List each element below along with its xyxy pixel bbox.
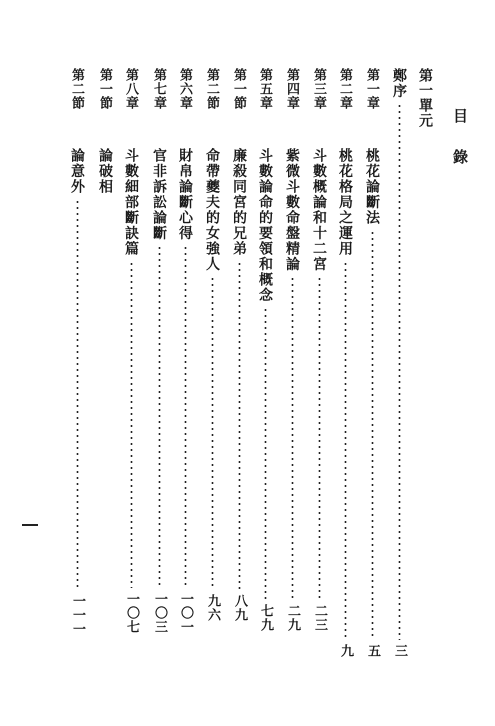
leader-dots — [291, 276, 294, 600]
toc-entry[interactable] — [152, 0, 172, 726]
toc-entry-page: 二三 — [312, 604, 327, 632]
leader-dots — [184, 245, 187, 588]
toc-entry-page: 一〇一 — [178, 592, 193, 634]
toc-entry-title: 命帶夔夫的女強人 — [204, 148, 220, 272]
leader-dots — [130, 261, 133, 589]
leader-dots — [398, 103, 401, 640]
toc-entry[interactable] — [205, 0, 225, 726]
toc-entry-label: 第六章 — [177, 68, 192, 110]
toc-entry-title: 廉殺同宮的兄弟 — [231, 148, 247, 257]
toc-entry-title: 論破相 — [97, 148, 113, 195]
toc-entry[interactable] — [285, 0, 305, 726]
toc-entry-title: 桃花格局之運用 — [337, 148, 353, 257]
toc-entry-title: 斗數細部斷訣篇 — [123, 148, 139, 257]
toc-entry-label: 第二章 — [337, 68, 352, 110]
toc-entry-label: 第八章 — [123, 68, 138, 110]
leader-dots — [238, 261, 241, 591]
toc-entry[interactable] — [338, 0, 358, 726]
toc-entry-title: 鄭序 — [391, 68, 407, 99]
toc-entry-page: 七九 — [258, 604, 273, 632]
toc-entry-page: 三 — [392, 644, 407, 658]
toc-entry-page: 一一一 — [70, 594, 85, 636]
toc-entry-title: 斗數概論和十二宮 — [311, 148, 327, 272]
toc-entry[interactable] — [178, 0, 198, 726]
toc-heading: 目錄 — [451, 108, 469, 190]
toc-entry-title: 論意外 — [69, 148, 85, 195]
leader-dots — [264, 307, 267, 600]
toc-entry-title: 紫微斗數命盤精論 — [284, 148, 300, 272]
toc-entry[interactable] — [392, 0, 412, 726]
toc-entry[interactable] — [258, 0, 278, 726]
toc-entry-page: 八九 — [232, 594, 247, 622]
toc-entry-label: 第二節 — [69, 68, 84, 110]
unit-heading: 第一單元 — [417, 68, 433, 128]
toc-entry-page: 一〇七 — [124, 592, 139, 634]
toc-entry-label: 第二節 — [204, 68, 219, 110]
toc-entry[interactable] — [312, 0, 332, 726]
toc-entry-page: 一〇三 — [152, 592, 167, 634]
leader-dots — [344, 261, 347, 641]
leader-dots — [211, 276, 214, 590]
toc-entry-page: 二九 — [285, 604, 300, 632]
toc-entry-label: 第三章 — [311, 68, 326, 110]
leader-dots — [76, 199, 79, 591]
toc-entry-page: 九六 — [205, 594, 220, 622]
leader-dots — [318, 276, 321, 600]
toc-entry-page: 九 — [338, 644, 353, 658]
toc-entry-label: 第七章 — [151, 68, 166, 110]
toc-entry[interactable] — [124, 0, 144, 726]
toc-entry-label: 第一節 — [231, 68, 246, 110]
toc-entry-label: 第一章 — [364, 68, 379, 110]
toc-entry[interactable] — [70, 0, 90, 726]
leader-dots — [371, 230, 374, 641]
toc-entry-title: 桃花論斷法 — [364, 148, 380, 226]
toc-entry-title: 財帛論斷心得 — [177, 148, 193, 241]
toc-entry-label: 第四章 — [284, 68, 299, 110]
toc-entry[interactable] — [98, 0, 118, 726]
toc-entry-label: 第五章 — [257, 68, 272, 110]
toc-entry-page: 五 — [365, 644, 380, 658]
page-number — [22, 524, 38, 526]
toc-entry-title: 斗數論命的要領和概念 — [257, 148, 273, 303]
toc-entry[interactable] — [365, 0, 385, 726]
toc-entry-title: 官非訴訟論斷 — [151, 148, 167, 241]
toc-entry[interactable] — [232, 0, 252, 726]
leader-dots — [158, 245, 161, 588]
toc-entry-label: 第一節 — [97, 68, 112, 110]
